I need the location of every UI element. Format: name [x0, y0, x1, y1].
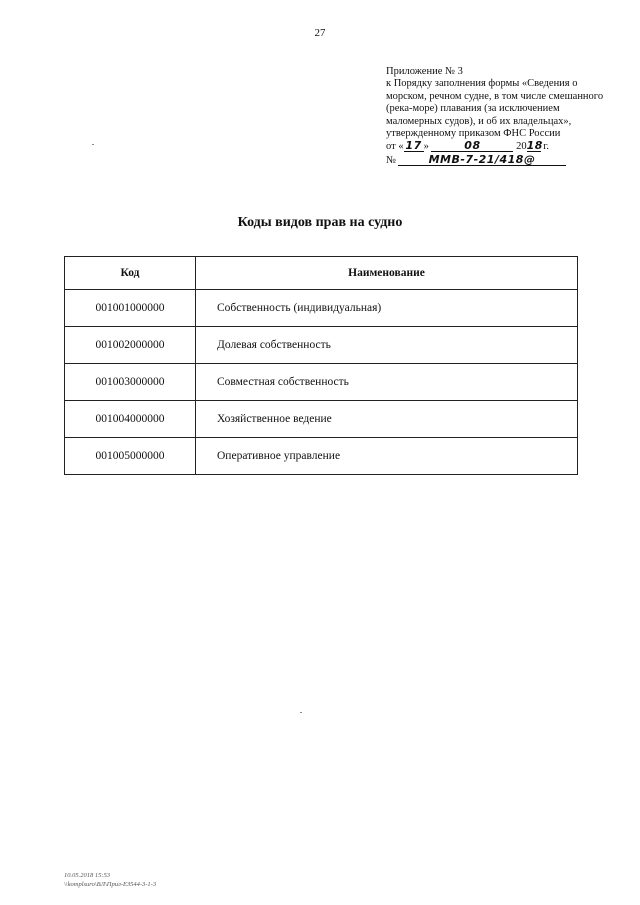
date-month: 08 — [431, 140, 513, 152]
row-code: 001005000000 — [65, 438, 196, 475]
date-prefix: от « — [386, 141, 404, 153]
table-header-row — [65, 257, 578, 290]
appendix-line-1: Приложение № 3 — [386, 66, 463, 77]
row-code: 001004000000 — [65, 401, 196, 438]
document-title: Коды видов прав на судно — [237, 215, 403, 230]
appendix-line-6: утвержденному приказом ФНС России — [386, 128, 561, 140]
date-suffix: г. — [543, 141, 549, 153]
scan-speck — [300, 712, 302, 713]
header-name: Наименование — [196, 257, 578, 290]
appendix-number-line — [386, 154, 626, 167]
date-year: 18 — [526, 139, 543, 153]
order-number: ММВ-7-21/418@ — [398, 154, 566, 166]
row-code: 001002000000 — [65, 327, 196, 364]
row-code: 001003000000 — [65, 364, 196, 401]
date-mid: » — [423, 141, 429, 153]
row-code: 001001000000 — [65, 290, 196, 327]
date-day: 17 — [405, 139, 422, 153]
number-prefix: № — [386, 154, 397, 166]
table-row — [65, 290, 578, 327]
scan-speck — [92, 144, 94, 145]
footer-stamp — [64, 871, 156, 889]
table-row — [65, 401, 578, 438]
appendix-line-3: морском, речном судне, в том числе смешанного — [386, 90, 604, 102]
appendix-line-5: маломерных судов), и об их владельцах», — [386, 115, 572, 127]
row-name: Оперативное управление — [196, 438, 578, 475]
row-name: Совместная собственность — [196, 364, 578, 401]
appendix-line-2: к Порядку заполнения формы «Сведения о — [386, 78, 578, 90]
table-row — [65, 327, 578, 364]
row-name: Хозяйственное ведение — [196, 401, 578, 438]
table-row — [65, 438, 578, 475]
appendix-line-4: (река-море) плавания (за исключением — [386, 103, 560, 115]
table-row — [65, 364, 578, 401]
codes-table — [64, 256, 578, 475]
page-number: 27 — [314, 27, 326, 39]
footer-file-path: \\komplsuro\ВЛ\Прил-ЕЗ544-3-1-3 — [64, 881, 157, 888]
row-name: Собственность (индивидуальная) — [196, 290, 578, 327]
footer-timestamp: 10.05.2018 15:53 — [64, 872, 111, 879]
appendix-block — [386, 66, 626, 167]
date-year-prefix: 20 — [516, 141, 527, 153]
header-code: Код — [65, 257, 196, 290]
row-name: Долевая собственность — [196, 327, 578, 364]
appendix-date-line — [386, 140, 626, 153]
